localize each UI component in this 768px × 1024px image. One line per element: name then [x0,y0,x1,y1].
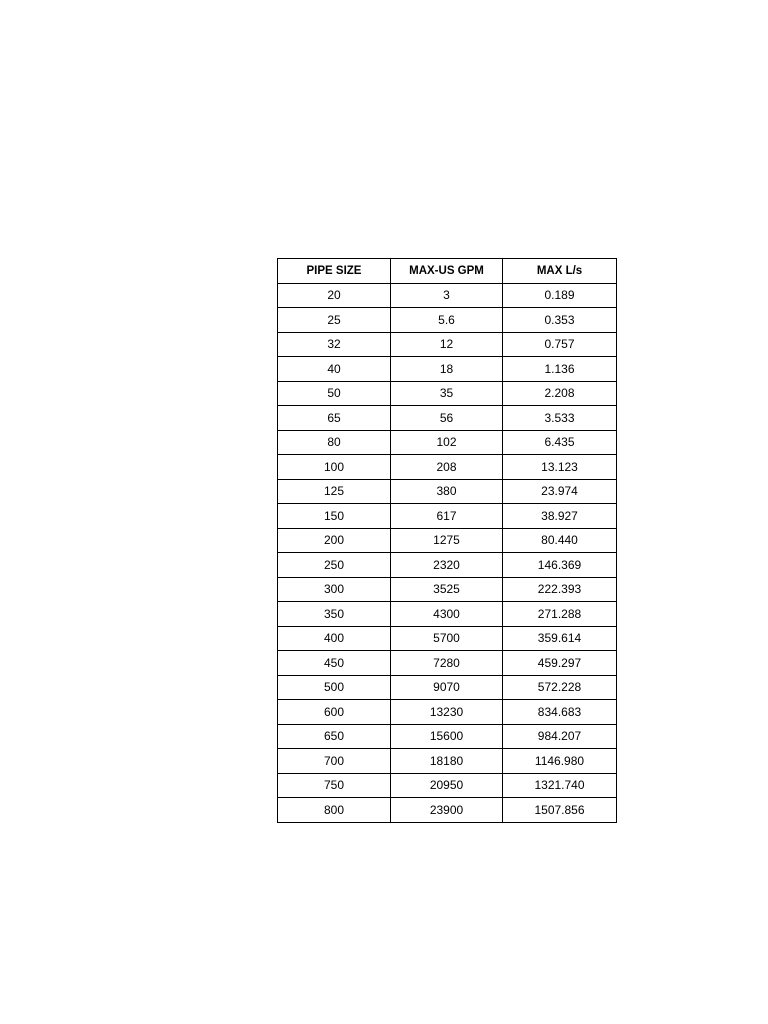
cell-max-ls: 146.369 [503,553,617,578]
cell-max-ls: 0.189 [503,283,617,308]
cell-pipe-size: 350 [278,602,391,627]
table-row [278,651,617,676]
table-row [278,798,617,823]
cell-max-ls: 359.614 [503,626,617,651]
table-row [278,283,617,308]
table-row [278,700,617,725]
cell-pipe-size: 20 [278,283,391,308]
cell-pipe-size: 650 [278,724,391,749]
cell-pipe-size: 200 [278,528,391,553]
table-row [278,528,617,553]
cell-max-us-gpm: 23900 [391,798,503,823]
cell-max-us-gpm: 1275 [391,528,503,553]
header-pipe-size: PIPE SIZE [278,259,391,284]
table-row [278,626,617,651]
cell-max-us-gpm: 5700 [391,626,503,651]
cell-max-ls: 23.974 [503,479,617,504]
table-header [278,259,617,284]
header-row [278,259,617,284]
cell-max-ls: 3.533 [503,406,617,431]
cell-max-us-gpm: 7280 [391,651,503,676]
table-body [278,283,617,822]
cell-pipe-size: 65 [278,406,391,431]
pipe-flow-table [277,258,617,823]
cell-max-ls: 0.353 [503,308,617,333]
cell-max-ls: 459.297 [503,651,617,676]
cell-max-ls: 2.208 [503,381,617,406]
cell-max-ls: 271.288 [503,602,617,627]
cell-pipe-size: 700 [278,749,391,774]
cell-pipe-size: 250 [278,553,391,578]
cell-max-ls: 13.123 [503,455,617,480]
table-row [278,749,617,774]
cell-max-ls: 6.435 [503,430,617,455]
table-row [278,406,617,431]
cell-max-ls: 572.228 [503,675,617,700]
table-row [278,479,617,504]
cell-pipe-size: 32 [278,332,391,357]
cell-max-us-gpm: 18180 [391,749,503,774]
cell-pipe-size: 300 [278,577,391,602]
cell-pipe-size: 800 [278,798,391,823]
table-row [278,332,617,357]
cell-max-us-gpm: 2320 [391,553,503,578]
table-row [278,455,617,480]
cell-pipe-size: 25 [278,308,391,333]
cell-pipe-size: 80 [278,430,391,455]
cell-max-ls: 1507.856 [503,798,617,823]
cell-max-us-gpm: 3525 [391,577,503,602]
cell-max-us-gpm: 380 [391,479,503,504]
cell-max-ls: 1146.980 [503,749,617,774]
cell-pipe-size: 40 [278,357,391,382]
table-row [278,675,617,700]
table-row [278,381,617,406]
cell-max-us-gpm: 56 [391,406,503,431]
cell-max-ls: 984.207 [503,724,617,749]
table-row [278,357,617,382]
cell-pipe-size: 125 [278,479,391,504]
table-row [278,577,617,602]
cell-max-us-gpm: 12 [391,332,503,357]
cell-max-ls: 1.136 [503,357,617,382]
cell-max-us-gpm: 20950 [391,773,503,798]
cell-pipe-size: 750 [278,773,391,798]
cell-pipe-size: 500 [278,675,391,700]
cell-max-us-gpm: 35 [391,381,503,406]
cell-pipe-size: 150 [278,504,391,529]
table-row [278,430,617,455]
cell-max-us-gpm: 13230 [391,700,503,725]
cell-pipe-size: 400 [278,626,391,651]
table-row [278,724,617,749]
cell-max-us-gpm: 9070 [391,675,503,700]
cell-max-ls: 0.757 [503,332,617,357]
table-row [278,308,617,333]
cell-max-us-gpm: 3 [391,283,503,308]
table-row [278,773,617,798]
cell-max-us-gpm: 102 [391,430,503,455]
cell-max-ls: 1321.740 [503,773,617,798]
cell-max-ls: 222.393 [503,577,617,602]
header-max-us-gpm: MAX-US GPM [391,259,503,284]
cell-pipe-size: 100 [278,455,391,480]
cell-max-us-gpm: 18 [391,357,503,382]
cell-pipe-size: 50 [278,381,391,406]
table-row [278,602,617,627]
table-row [278,504,617,529]
cell-max-ls: 834.683 [503,700,617,725]
cell-max-us-gpm: 5.6 [391,308,503,333]
cell-max-ls: 38.927 [503,504,617,529]
cell-max-ls: 80.440 [503,528,617,553]
header-max-ls: MAX L/s [503,259,617,284]
cell-max-us-gpm: 208 [391,455,503,480]
cell-max-us-gpm: 617 [391,504,503,529]
cell-pipe-size: 600 [278,700,391,725]
table-row [278,553,617,578]
cell-max-us-gpm: 4300 [391,602,503,627]
cell-max-us-gpm: 15600 [391,724,503,749]
cell-pipe-size: 450 [278,651,391,676]
